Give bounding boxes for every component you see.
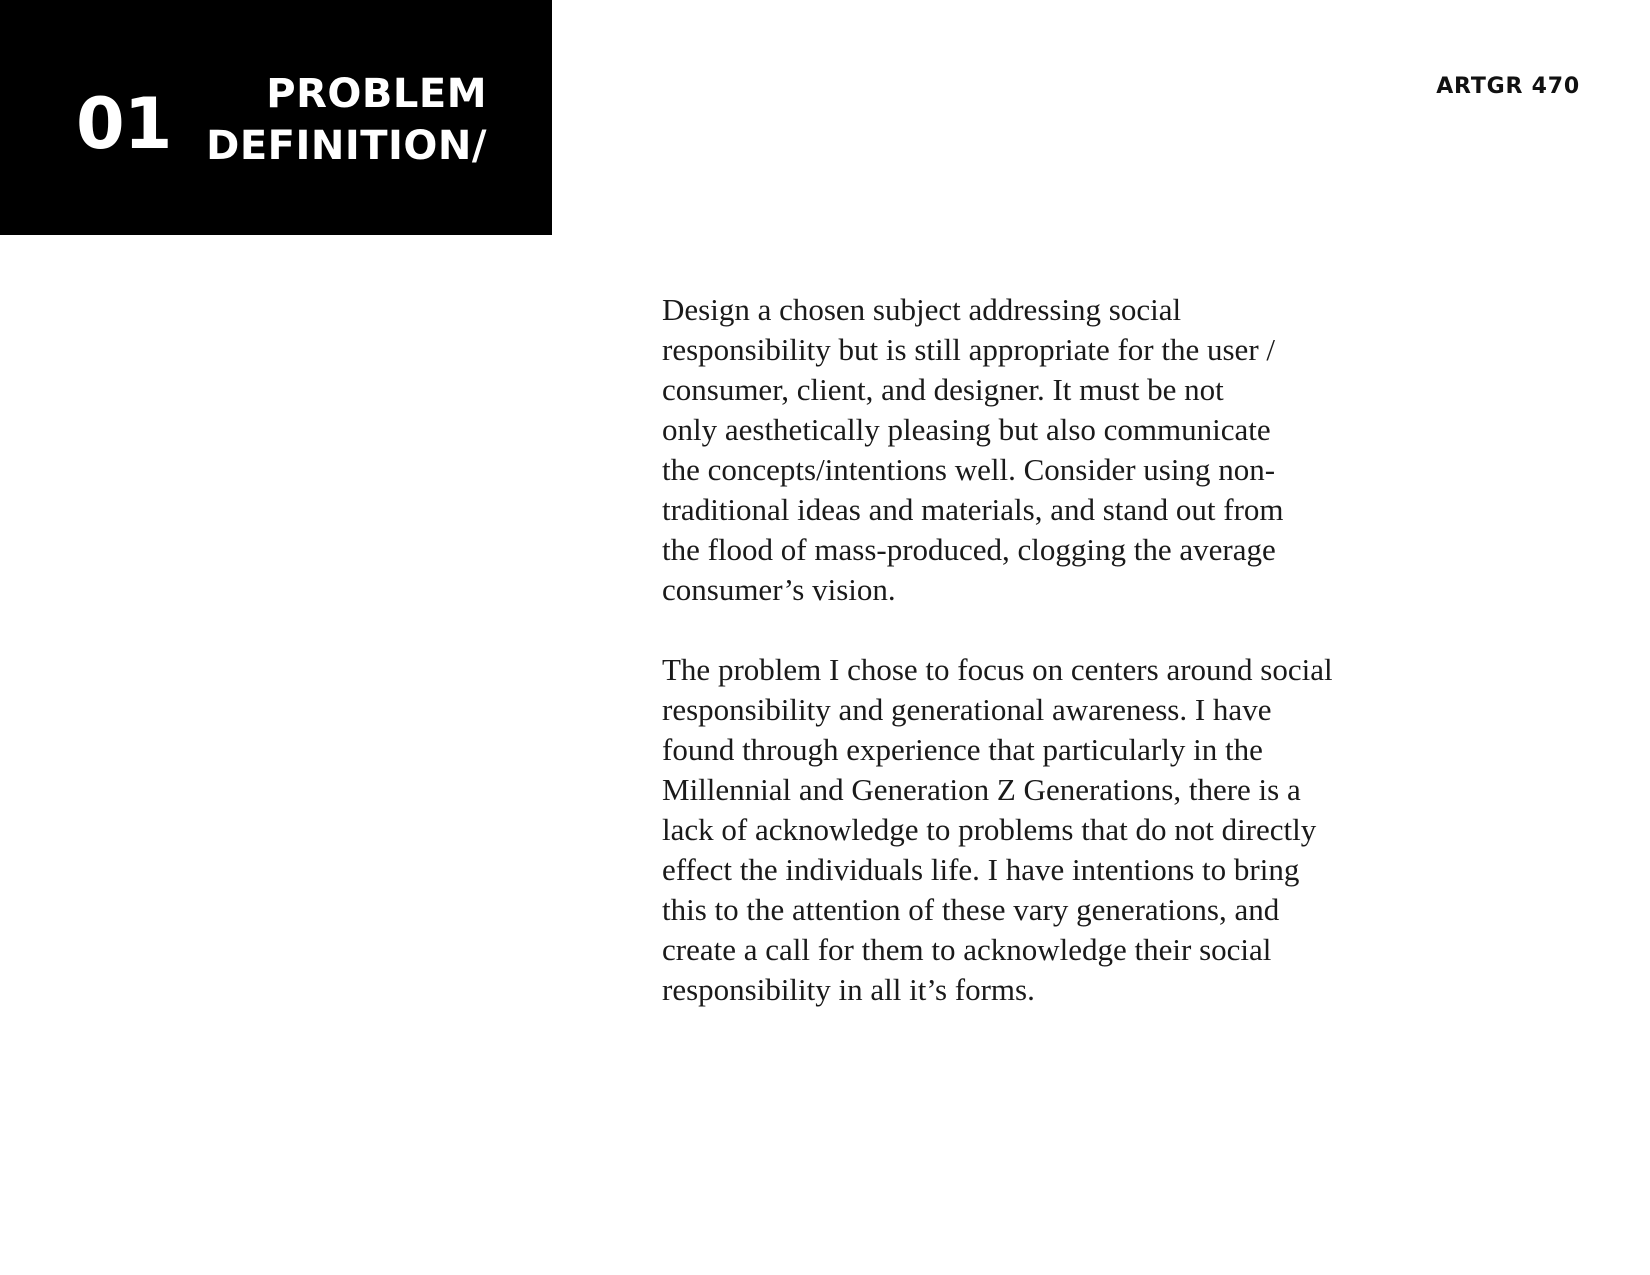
course-code: ARTGR 470 (1436, 74, 1580, 99)
body-text (662, 290, 1372, 1050)
paragraph-problem-statement: The problem I chose to focus on centers around social responsibility and generational awareness. I have found through experience that particularly in the Millennial and Generation Z Generations, there is a lack of acknowledge to problems that do not directly effect the individuals life. I have intentions to bring this to the attention of these vary generations, and create a call for them to acknowledge their social responsibility in all it’s forms. (662, 652, 1333, 1007)
paragraph-assignment-brief: Design a chosen subject addressing social responsibility but is still appropriate for the user / consumer, client, and designer. It must be not only aesthetically pleasing but also communicate the concepts/intentions well. Consider using non- traditional ideas and materials, and stand out from the flood of mass-produced, clogging the average consumer’s vision. (662, 292, 1284, 607)
section-title (157, 68, 487, 172)
section-header-block (0, 0, 552, 235)
section-title-line-2: DEFINITION/ (206, 123, 487, 169)
section-number: 01 (76, 83, 172, 165)
section-title-line-1: PROBLEM (266, 71, 487, 117)
